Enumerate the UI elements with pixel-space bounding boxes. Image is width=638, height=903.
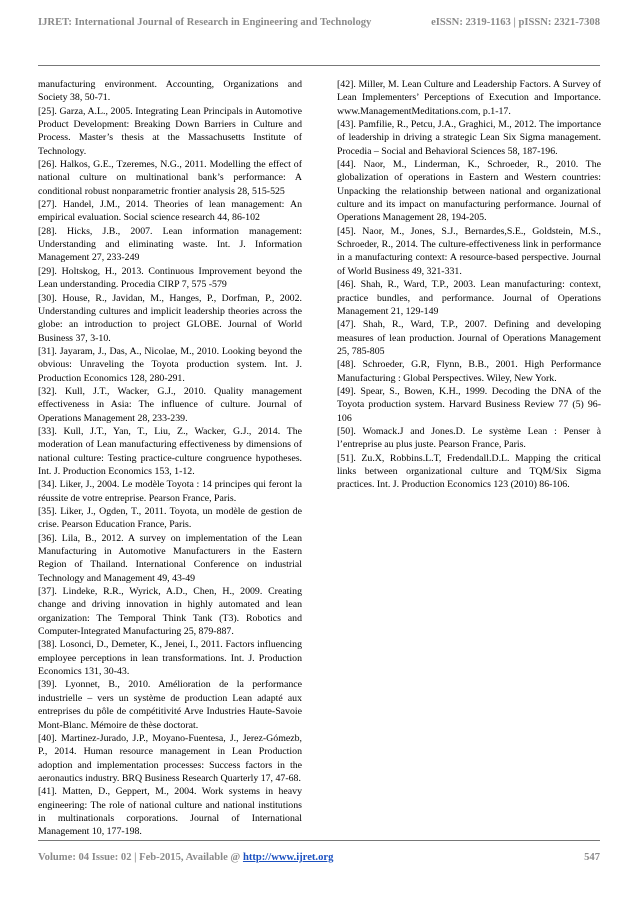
reference-entry: [40]. Martinez-Jurado, J.P., Moyano-Fuentesa, J., Jerez-Gómezb, P., 2014. Human resource management in Lean Production adoption and implementation processes: Success factors in the aeronautics industry. BRQ Business Research Quarterly 17, 47-68. (38, 732, 302, 784)
issn-info: eISSN: 2319-1163 | pISSN: 2321-7308 (431, 17, 600, 28)
reference-entry: [48]. Schroeder, G.R, Flynn, B.B., 2001. High Performance Manufacturing : Global Perspectives. Wiley, New York. (337, 359, 601, 384)
reference-entry: [31]. Jayaram, J., Das, A., Nicolae, M., 2010. Looking beyond the obvious: Unraveling the Toyota production system. Int. J. Production Economics 128, 280-291. (38, 345, 302, 384)
page-header (38, 17, 600, 28)
reference-entry: [34]. Liker, J., 2004. Le modèle Toyota : 14 principes qui feront la réussite de votre entreprise. Pearson France, Paris. (38, 479, 302, 504)
journal-title: IJRET: International Journal of Research in Engineering and Technology (38, 17, 372, 28)
reference-entry: [28]. Hicks, J.B., 2007. Lean information management: Understanding and eliminating waste. Int. J. Information Management 27, 233-249 (38, 225, 302, 264)
journal-website-link[interactable]: http://www.ijret.org (242, 852, 334, 863)
reference-entry: [30]. House, R., Javidan, M., Hanges, P., Dorfman, P., 2002. Understanding cultures and implicit leadership theories across the globe: an introduction to project GLOBE. Journal of World Business 37, 3-10. (38, 292, 302, 344)
references-left-column (38, 78, 302, 839)
reference-entry: [32]. Kull, J.T., Wacker, G.J., 2010. Quality management effectiveness in Asia: The influence of culture. Journal of Operations Management 28, 233-239. (38, 385, 302, 424)
reference-entry: [27]. Handel, J.M., 2014. Theories of lean management: An empirical evaluation. Social science research 44, 86-102 (38, 199, 302, 224)
reference-entry: [44]. Naor, M., Linderman, K., Schroeder, R., 2010. The globalization of operations in Eastern and Western countries: Unpacking the relationship between national and organizational culture and its impact on manufacturing performance. Journal of Operations Management 28, 194-205. (337, 159, 601, 224)
reference-entry: [49]. Spear, S., Bowen, K.H., 1999. Decoding the DNA of the Toyota production system. Harvard Business Review 77 (5) 96-106 (337, 385, 601, 424)
reference-entry: [51]. Zu.X, Robbins.L.T, Fredendall.D.L. Mapping the critical links between organizational culture and TQM/Six Sigma practices. Int. J. Production Economics 123 (2010) 86-106. (337, 452, 601, 491)
page-footer (38, 852, 600, 863)
reference-entry: [47]. Shah, R., Ward, T.P., 2007. Defining and developing measures of lean production. Journal of Operations Management 25, 785-805 (337, 319, 601, 357)
header-rule (38, 65, 600, 66)
reference-entry: [45]. Naor, M., Jones, S.J., Bernardes,S.E., Goldstein, M.S., Schroeder, R., 2014. The culture-effectiveness link in performance in a manufacturing context: A resource-based perspective. Journal of World Business 49, 321-331. (337, 225, 601, 277)
reference-entry: [50]. Womack.J and Jones.D. Le système Lean : Penser à l’entreprise au plus juste. Pearson France, Paris. (337, 425, 601, 451)
reference-entry: [46]. Shah, R., Ward, T.P., 2003. Lean manufacturing: context, practice bundles, and performance. Journal of Operations Management 21, 129-149 (337, 279, 601, 317)
footer-volume (38, 852, 333, 863)
reference-entry: [38]. Losonci, D., Demeter, K., Jenei, I., 2011. Factors influencing employee perceptions in lean transformations. Int. J. Production Economics 131, 30-43. (38, 639, 302, 678)
reference-entry: [26]. Halkos, G.E., Tzeremes, N.G., 2011. Modelling the effect of national culture on multinational bank’s performance: A conditional robust nonparametric frontier analysis 28, 515-525 (38, 159, 302, 197)
reference-entry: [37]. Lindeke, R.R., Wyrick, A.D., Chen, H., 2009. Creating change and driving innovation in highly automated and lean organization: The Temporal Think Tank (T3). Robotics and Computer-Integrated Manufacturing 25, 879-887. (38, 586, 302, 638)
reference-entry: [39]. Lyonnet, B., 2010. Amélioration de la performance industrielle – vers un système de production Lean adapté aux entreprises du pôle de compétitivité Arve Industries Haute-Savoie Mont-Blanc. Mémoire de thèse doctorat. (38, 679, 302, 731)
reference-entry: [43]. Pamfilie, R., Petcu, J.A., Graghici, M., 2012. The importance of leadership in driving a strategic Lean Six Sigma management. Procedia – Social and Behavioral Sciences 58, 187-196. (337, 119, 601, 157)
reference-entry: [33]. Kull, J.T., Yan, T., Liu, Z., Wacker, G.J., 2014. The moderation of Lean manufacturing effectiveness by dimensions of national culture: Testing practice-culture congruence hypotheses. Int. J. Production Economics 153, 1-12. (38, 425, 302, 477)
reference-entry: [41]. Matten, D., Geppert, M., 2004. Work systems in heavy engineering: The role of national culture and national institutions in multinationals corporations. Journal of International Management 10, 177-198. (38, 786, 302, 838)
footer-rule (38, 840, 600, 841)
reference-entry: [36]. Lila, B., 2012. A survey on implementation of the Lean Manufacturing in Automotive Manufacturers in the Eastern Region of Thailand. International Conference on industrial Technology and Management 49, 43-49 (38, 532, 302, 584)
footer-volume-text: Volume: 04 Issue: 02 | Feb-2015, Available @ (38, 852, 243, 863)
reference-entry: [35]. Liker, J., Ogden, T., 2011. Toyota, un modèle de gestion de crise. Pearson Education France, Paris. (38, 506, 302, 531)
reference-entry: [25]. Garza, A.L., 2005. Integrating Lean Principals in Automotive Product Development: Breaking Down Barriers in Culture and Process. Master’s thesis at the Massachusetts Institute of Technology. (38, 105, 302, 157)
reference-entry: [42]. Miller, M. Lean Culture and Leadership Factors. A Survey of Lean Implementers’ Perceptions of Execution and Importance. www.ManagementMeditations.com, p.1-17. (337, 79, 601, 117)
reference-entry: [29]. Holtskog, H., 2013. Continuous Improvement beyond the Lean understanding. Procedia CIRP 7, 575 -579 (38, 265, 302, 291)
page-number: 547 (584, 852, 600, 863)
reference-entry: manufacturing environment. Accounting, Organizations and Society 38, 50-71. (38, 79, 302, 104)
references-right-column (337, 78, 601, 492)
